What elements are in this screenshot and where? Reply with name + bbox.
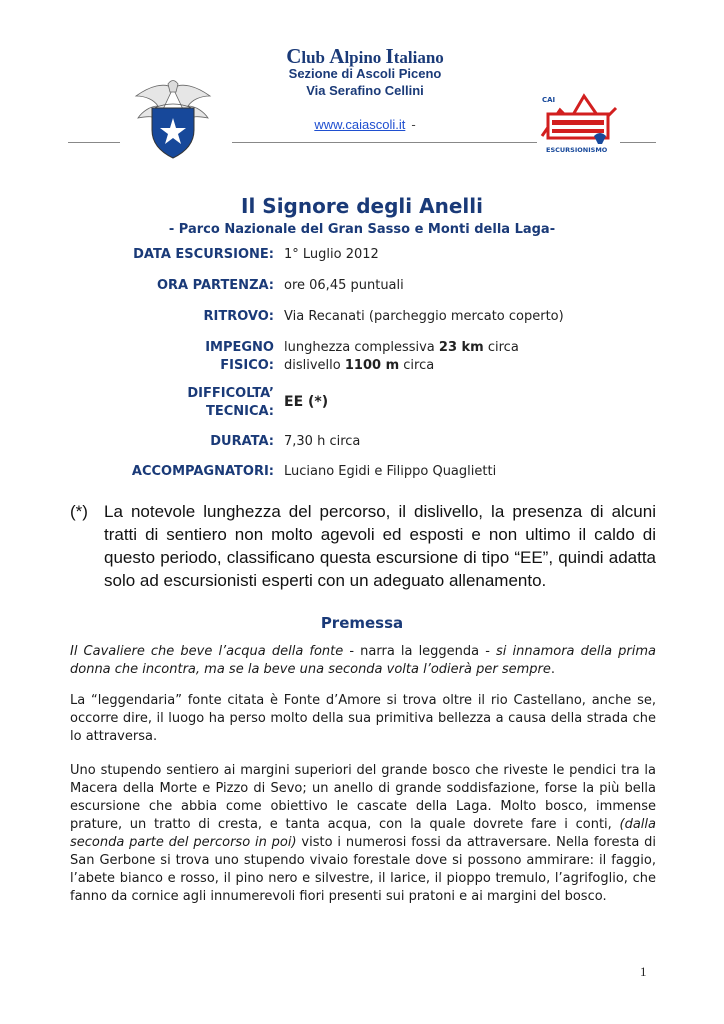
- website-line: www.caiascoli.it -: [314, 117, 416, 132]
- header-rule-right: [620, 142, 656, 143]
- cai-eagle-logo-icon: [128, 78, 218, 162]
- detail-row-guides: ACCOMPAGNATORI: Luciano Egidi e Filippo Quaglietti: [131, 464, 497, 479]
- header-rule-middle: [232, 142, 537, 143]
- cai-escursionismo-logo-icon: [536, 86, 622, 156]
- excursion-details: [110, 246, 630, 491]
- page-subtitle: - Parco Nazionale del Gran Sasso e Monti della Laga-: [168, 222, 556, 237]
- page-title: Il Signore degli Anelli: [241, 194, 483, 218]
- trail-paragraph: Uno stupendo sentiero ai margini superiori del grande bosco che riveste le pendici tra la Macera della Morte e Pizzo di Sevo; un anello di grande soddisfazione, forse la più bella escursione che abbia come obiettivo le cascate della Laga. Molto bosco, immense prature, un tratto di cresta, e tanta acqua, con la quale dovrete fare i conti, (dalla seconda parte del percorso in poi) visto i numerosi fossi da attraversare. Nella foresta di San Gerbone si trova uno stupendo vivaio forestale dove si possono ammirare: il faggio, l’abete bianco e rosso, il pino nero e silvestre, il larice, il pioppo tremulo, l’agrifoglio, che fanno da cornice agli innumerevoli fiori presenti sui pratoni e ai margini del bosco.: [70, 763, 656, 904]
- detail-row-difficulty: DIFFICOLTA’ TECNICA: EE (*): [187, 386, 329, 419]
- detail-row-departure: ORA PARTENZA: ore 06,45 puntuali: [156, 278, 404, 293]
- detail-row-meeting-point: RITROVO: Via Recanati (parcheggio mercato coperto): [203, 309, 564, 324]
- website-link[interactable]: www.caiascoli.it: [314, 117, 406, 132]
- detail-row-date: DATA ESCURSIONE: 1° Luglio 2012: [133, 247, 379, 262]
- svg-text:CAI: CAI: [542, 96, 556, 104]
- section-heading-premessa: Premessa: [320, 614, 404, 632]
- detail-row-duration: DURATA: 7,30 h circa: [210, 434, 361, 449]
- difficulty-note: (*) La notevole lunghezza del percorso, il dislivello, la presenza di alcuni tratti di sentiero non molto agevoli ed esposti e non ultimo il caldo di questo periodo, classificano questa escursione di tipo “EE”, quindi adatta solo ad escursionisti esperti con un adeguato allenamento.: [70, 502, 656, 590]
- letterhead: [0, 0, 724, 170]
- header-rule-left: [68, 142, 120, 143]
- legend-paragraph: Il Cavaliere che beve l’acqua della fonte - narra la leggenda - si innamora della prima donna che incontra, ma se la beve una seconda volta l’odierà per sempre.: [70, 644, 656, 677]
- fountain-paragraph: La “leggendaria” fonte citata è Fonte d’Amore si trova oltre il rio Castellano, anche se, occorre dire, il luogo ha perso molto della sua primitiva bellezza a causa della strada che lo attraversa.: [70, 693, 656, 744]
- section-name: Sezione di Ascoli Piceno: [288, 66, 442, 81]
- section-address: Via Serafino Cellini: [306, 83, 424, 98]
- page-number: 1: [640, 964, 647, 979]
- svg-text:ESCURSIONISMO: ESCURSIONISMO: [546, 146, 608, 154]
- detail-row-physical-effort: IMPEGNO FISICO: lunghezza complessiva 23 km circa dislivello 1100 m circa: [205, 340, 519, 373]
- club-name: Club Alpino Italiano: [286, 44, 444, 68]
